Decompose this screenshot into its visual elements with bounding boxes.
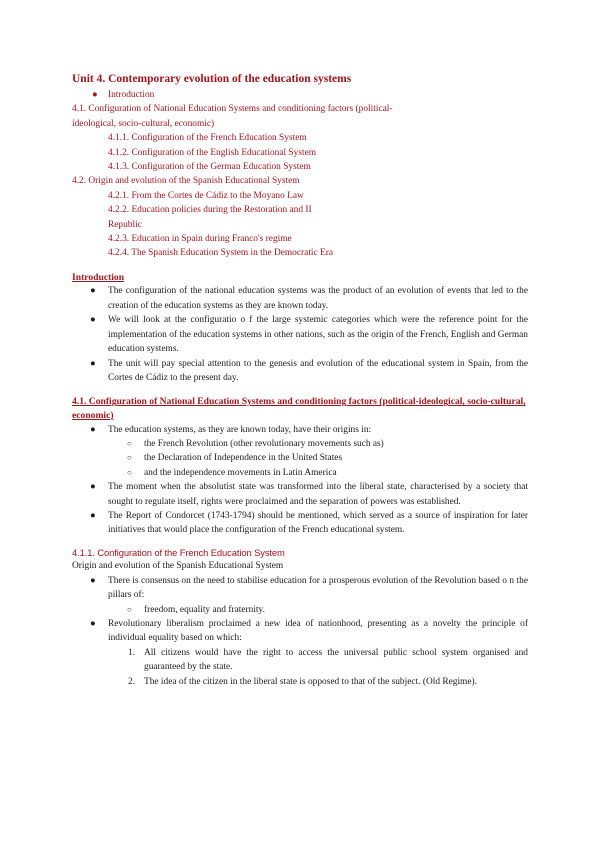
toc-item-introduction[interactable] — [72, 88, 528, 102]
list-item: ○ freedom, equality and fraternity. — [108, 603, 528, 617]
table-of-contents — [72, 88, 528, 261]
list-item: ○ and the independence movements in Latin America — [108, 466, 528, 480]
section-4-1-1-subtitle: Origin and evolution of the Spanish Educational System — [72, 561, 284, 572]
list-item: ● The moment when the absolutist state was transformed into the liberal state, characterised by a society that sought to regulate itself, rights were proclaimed and the separation of powers was established. — [90, 482, 528, 507]
bullet-icon: ● — [90, 618, 96, 629]
circle-icon: ○ — [127, 604, 132, 614]
list-item: ○ the French Revolution (other revolutionary movements such as) — [108, 437, 528, 451]
list-item: ● The configuration of the national education systems was the product of an evolution of events that led to the creation of the education systems as they are known today. — [90, 286, 528, 311]
section-4-1-heading-cont: economic) — [72, 409, 114, 421]
pillars-sublist — [72, 603, 528, 617]
numbered-list — [72, 646, 528, 689]
section-4-1-list — [72, 423, 528, 437]
bullet-icon: ● — [90, 286, 96, 297]
toc-item-4-1-1[interactable]: 4.1.1. Configuration of the French Education System — [108, 133, 307, 144]
section-4-1-list-cont — [72, 480, 528, 538]
circle-icon: ○ — [127, 438, 132, 448]
list-item: ● The Report of Condorcet (1743-1794) should be mentioned, which served as a source of inspiration for later initiatives that would place the configuration of the French educational system. — [90, 510, 528, 536]
list-item: ○ the Declaration of Independence in the United States — [108, 451, 528, 465]
document-title: Unit 4. Contemporary evolution of the education systems — [72, 73, 352, 85]
list-item: 2. The idea of the citizen in the liberal state is opposed to that of the subject. (Old Regime). — [108, 675, 528, 689]
toc-item-4-2[interactable]: 4.2. Origin and evolution of the Spanish Educational System — [72, 176, 300, 187]
toc-item-4-2-2-cont[interactable]: Republic — [108, 219, 142, 230]
bullet-icon: ● — [90, 315, 96, 326]
section-4-1-1-heading: 4.1.1. Configuration of the French Education System — [72, 546, 285, 558]
list-item: ● The education systems, as they are known today, have their origins in: — [72, 423, 528, 437]
bullet-icon: ● — [90, 424, 96, 435]
list-item: 1. All citizens would have the right to access the universal public school system organised and guaranteed by the state. — [128, 647, 528, 673]
list-number: 1. — [128, 647, 136, 658]
introduction-heading: Introduction — [72, 271, 125, 283]
toc-item-4-1[interactable]: 4.1. Configuration of National Education Systems and conditioning factors (political- — [72, 104, 393, 115]
list-item: ● We will look at the configuratio o f the large systemic categories which were the reference point for the implementation of the education systems in other nations, such as the origin of the French, English and German education systems. — [90, 315, 528, 355]
bullet-icon: ● — [90, 482, 96, 493]
toc-item-4-2-4[interactable]: 4.2.4. The Spanish Education System in the Democratic Era — [108, 248, 334, 259]
toc-item-4-2-2[interactable]: 4.2.2. Education policies during the Restoration and II — [108, 205, 312, 216]
bullet-icon: ● — [90, 510, 96, 521]
toc-item-4-1-cont[interactable]: ideological, socio-cultural, economic) — [72, 118, 215, 129]
section-4-1-1-list-cont — [72, 617, 528, 646]
toc-item-4-1-2[interactable]: 4.1.2. Configuration of the English Educational System — [108, 147, 317, 158]
circle-icon: ○ — [127, 453, 132, 463]
toc-item-4-1-3[interactable]: 4.1.3. Configuration of the German Education System — [108, 162, 311, 173]
toc-label: Introduction — [108, 90, 155, 100]
bullet-icon: ● — [90, 575, 96, 586]
section-4-1-1-list — [72, 574, 528, 603]
section-4-1-heading: 4.1. Configuration of National Education Systems and conditioning factors (political-ideological, socio-cultural, — [72, 396, 526, 408]
list-item: ● The unit will pay special attention to the genesis and evolution of the educational system in Spain, from the Cortes de Cádiz to the present day. — [90, 358, 528, 383]
origins-sublist — [72, 437, 528, 480]
toc-item-4-2-1[interactable]: 4.2.1. From the Cortes de Cádiz to the Moyano Law — [108, 190, 304, 201]
list-number: 2. — [128, 676, 136, 687]
list-item: ● Revolutionary liberalism proclaimed a new idea of nationhood, presenting as a novelty the principle of individual equality based on which: — [90, 618, 528, 644]
bullet-icon: ● — [92, 90, 98, 100]
circle-icon: ○ — [127, 467, 132, 477]
bullet-icon: ● — [90, 358, 96, 369]
introduction-list — [72, 284, 528, 385]
toc-item-4-2-3[interactable]: 4.2.3. Education in Spain during Franco's regime — [108, 234, 292, 245]
list-item: ● There is consensus on the need to stabilise education for a prosperous evolution of the Revolution based o n the pillars of: — [90, 575, 528, 601]
